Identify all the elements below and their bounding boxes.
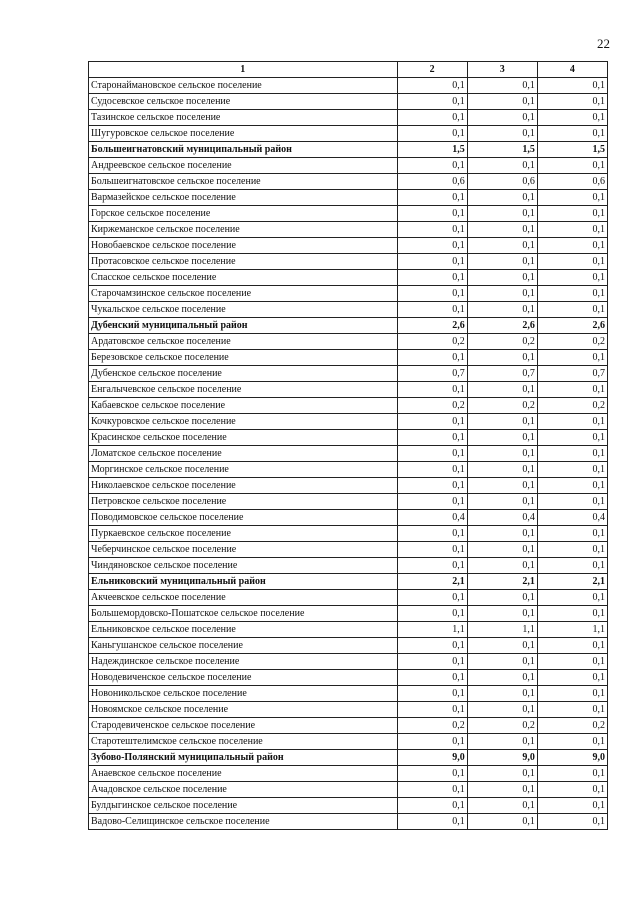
value-cell-2: 0,1 [397, 382, 467, 398]
value-cell-4: 1,1 [537, 622, 607, 638]
value-cell-4: 0,1 [537, 286, 607, 302]
value-cell-4: 0,2 [537, 334, 607, 350]
table-row [89, 654, 608, 670]
district-row [89, 318, 608, 334]
value-cell-4: 0,1 [537, 798, 607, 814]
value-cell-4: 9,0 [537, 750, 607, 766]
value-cell-3: 0,1 [467, 782, 537, 798]
table-body [89, 78, 608, 830]
value-cell-4: 0,1 [537, 670, 607, 686]
value-cell-3: 9,0 [467, 750, 537, 766]
value-cell-4: 0,1 [537, 462, 607, 478]
value-cell-4: 0,1 [537, 526, 607, 542]
table-row [89, 414, 608, 430]
name-cell: Большеигнатовское сельское поселение [89, 174, 398, 190]
value-cell-3: 2,6 [467, 318, 537, 334]
value-cell-4: 2,6 [537, 318, 607, 334]
name-cell: Красинское сельское поселение [89, 430, 398, 446]
value-cell-4: 0,1 [537, 446, 607, 462]
value-cell-2: 0,1 [397, 254, 467, 270]
value-cell-3: 0,1 [467, 558, 537, 574]
value-cell-4: 0,1 [537, 478, 607, 494]
value-cell-3: 0,1 [467, 158, 537, 174]
value-cell-3: 0,1 [467, 766, 537, 782]
value-cell-4: 0,1 [537, 158, 607, 174]
value-cell-2: 0,2 [397, 398, 467, 414]
table-row [89, 462, 608, 478]
value-cell-2: 0,1 [397, 558, 467, 574]
value-cell-3: 0,1 [467, 686, 537, 702]
value-cell-2: 0,1 [397, 606, 467, 622]
name-cell: Ельниковский муниципальный район [89, 574, 398, 590]
table-row [89, 702, 608, 718]
value-cell-4: 0,1 [537, 126, 607, 142]
value-cell-3: 0,1 [467, 526, 537, 542]
name-cell: Енгалычевское сельское поселение [89, 382, 398, 398]
value-cell-3: 0,1 [467, 670, 537, 686]
value-cell-4: 0,1 [537, 414, 607, 430]
table-row [89, 78, 608, 94]
value-cell-4: 0,1 [537, 590, 607, 606]
value-cell-4: 0,1 [537, 190, 607, 206]
district-row [89, 142, 608, 158]
value-cell-4: 0,1 [537, 270, 607, 286]
value-cell-3: 0,1 [467, 78, 537, 94]
name-cell: Киржеманское сельское поселение [89, 222, 398, 238]
name-cell: Петровское сельское поселение [89, 494, 398, 510]
value-cell-2: 2,1 [397, 574, 467, 590]
value-cell-3: 0,2 [467, 334, 537, 350]
value-cell-2: 0,1 [397, 702, 467, 718]
value-cell-3: 0,6 [467, 174, 537, 190]
table-row [89, 206, 608, 222]
table-row [89, 334, 608, 350]
value-cell-4: 0,1 [537, 494, 607, 510]
value-cell-3: 0,1 [467, 414, 537, 430]
name-cell: Старотештелимское сельское поселение [89, 734, 398, 750]
value-cell-3: 0,1 [467, 606, 537, 622]
table-row [89, 350, 608, 366]
value-cell-3: 0,1 [467, 254, 537, 270]
value-cell-3: 0,2 [467, 718, 537, 734]
value-cell-3: 0,1 [467, 190, 537, 206]
value-cell-2: 9,0 [397, 750, 467, 766]
name-cell: Акчеевское сельское поселение [89, 590, 398, 606]
name-cell: Зубово-Полянский муниципальный район [89, 750, 398, 766]
value-cell-2: 0,1 [397, 686, 467, 702]
table-row [89, 446, 608, 462]
value-cell-3: 0,2 [467, 398, 537, 414]
column-header-3: 3 [467, 62, 537, 78]
table-row [89, 622, 608, 638]
table-row [89, 158, 608, 174]
table-row [89, 94, 608, 110]
table-row [89, 238, 608, 254]
value-cell-4: 0,1 [537, 814, 607, 830]
value-cell-4: 0,1 [537, 110, 607, 126]
name-cell: Ломатское сельское поселение [89, 446, 398, 462]
value-cell-4: 0,6 [537, 174, 607, 190]
value-cell-3: 0,1 [467, 590, 537, 606]
value-cell-2: 0,1 [397, 654, 467, 670]
value-cell-2: 0,1 [397, 446, 467, 462]
name-cell: Николаевское сельское поселение [89, 478, 398, 494]
table-row [89, 510, 608, 526]
table-row [89, 110, 608, 126]
table-row [89, 270, 608, 286]
column-header-1: 1 [89, 62, 398, 78]
value-cell-2: 0,1 [397, 190, 467, 206]
name-cell: Ардатовское сельское поселение [89, 334, 398, 350]
value-cell-3: 0,1 [467, 542, 537, 558]
name-cell: Чукальское сельское поселение [89, 302, 398, 318]
column-header-4: 4 [537, 62, 607, 78]
value-cell-3: 0,1 [467, 382, 537, 398]
value-cell-4: 0,1 [537, 302, 607, 318]
value-cell-4: 0,1 [537, 558, 607, 574]
value-cell-3: 0,1 [467, 798, 537, 814]
value-cell-3: 2,1 [467, 574, 537, 590]
column-header-2: 2 [397, 62, 467, 78]
value-cell-2: 0,1 [397, 78, 467, 94]
name-cell: Горское сельское поселение [89, 206, 398, 222]
value-cell-3: 0,1 [467, 734, 537, 750]
name-cell: Новоямское сельское поселение [89, 702, 398, 718]
name-cell: Кабаевское сельское поселение [89, 398, 398, 414]
table-row [89, 126, 608, 142]
value-cell-3: 0,1 [467, 94, 537, 110]
table-row [89, 734, 608, 750]
name-cell: Спасское сельское поселение [89, 270, 398, 286]
value-cell-4: 0,1 [537, 350, 607, 366]
value-cell-3: 0,1 [467, 478, 537, 494]
table-row [89, 478, 608, 494]
value-cell-2: 0,1 [397, 414, 467, 430]
value-cell-2: 0,1 [397, 478, 467, 494]
value-cell-2: 0,1 [397, 270, 467, 286]
table-row [89, 382, 608, 398]
page-number: 22 [597, 36, 610, 51]
value-cell-3: 0,1 [467, 350, 537, 366]
value-cell-4: 0,4 [537, 510, 607, 526]
table-row [89, 686, 608, 702]
name-cell: Булдыгинское сельское поселение [89, 798, 398, 814]
name-cell: Андреевское сельское поселение [89, 158, 398, 174]
table-row [89, 542, 608, 558]
value-cell-4: 0,1 [537, 206, 607, 222]
name-cell: Анаевское сельское поселение [89, 766, 398, 782]
value-cell-2: 0,2 [397, 718, 467, 734]
value-cell-2: 0,7 [397, 366, 467, 382]
name-cell: Вармазейское сельское поселение [89, 190, 398, 206]
name-cell: Протасовское сельское поселение [89, 254, 398, 270]
value-cell-2: 0,1 [397, 158, 467, 174]
value-cell-2: 0,1 [397, 526, 467, 542]
value-cell-4: 0,1 [537, 606, 607, 622]
name-cell: Новобаевское сельское поселение [89, 238, 398, 254]
value-cell-2: 0,4 [397, 510, 467, 526]
value-cell-2: 0,1 [397, 766, 467, 782]
value-cell-2: 0,1 [397, 494, 467, 510]
district-row [89, 574, 608, 590]
name-cell: Дубенский муниципальный район [89, 318, 398, 334]
table-row [89, 590, 608, 606]
name-cell: Моргинское сельское поселение [89, 462, 398, 478]
value-cell-4: 0,1 [537, 782, 607, 798]
name-cell: Надеждинское сельское поселение [89, 654, 398, 670]
value-cell-2: 2,6 [397, 318, 467, 334]
name-cell: Стародевиченское сельское поселение [89, 718, 398, 734]
value-cell-3: 0,1 [467, 222, 537, 238]
value-cell-2: 0,1 [397, 126, 467, 142]
district-row [89, 750, 608, 766]
name-cell: Судосевское сельское поселение [89, 94, 398, 110]
name-cell: Новоникольское сельское поселение [89, 686, 398, 702]
value-cell-3: 0,1 [467, 302, 537, 318]
allocation-table [88, 61, 608, 830]
value-cell-2: 0,1 [397, 286, 467, 302]
value-cell-3: 0,1 [467, 270, 537, 286]
value-cell-2: 0,1 [397, 238, 467, 254]
value-cell-3: 0,1 [467, 638, 537, 654]
value-cell-4: 0,1 [537, 686, 607, 702]
value-cell-3: 0,7 [467, 366, 537, 382]
value-cell-2: 0,6 [397, 174, 467, 190]
table-row [89, 798, 608, 814]
table-row [89, 254, 608, 270]
name-cell: Березовское сельское поселение [89, 350, 398, 366]
name-cell: Ачадовское сельское поселение [89, 782, 398, 798]
name-cell: Шугуровское сельское поселение [89, 126, 398, 142]
name-cell: Чиндяновское сельское поселение [89, 558, 398, 574]
name-cell: Ельниковское сельское поселение [89, 622, 398, 638]
name-cell: Вадово-Селищинское сельское поселение [89, 814, 398, 830]
value-cell-3: 0,1 [467, 814, 537, 830]
table-row [89, 222, 608, 238]
table-row [89, 670, 608, 686]
value-cell-3: 0,1 [467, 462, 537, 478]
value-cell-4: 0,1 [537, 94, 607, 110]
table-row [89, 286, 608, 302]
value-cell-2: 0,1 [397, 638, 467, 654]
value-cell-4: 0,1 [537, 734, 607, 750]
value-cell-3: 0,1 [467, 654, 537, 670]
table-row [89, 782, 608, 798]
value-cell-4: 1,5 [537, 142, 607, 158]
value-cell-2: 1,5 [397, 142, 467, 158]
value-cell-4: 2,1 [537, 574, 607, 590]
value-cell-2: 0,1 [397, 462, 467, 478]
value-cell-2: 1,1 [397, 622, 467, 638]
name-cell: Новодевиченское сельское поселение [89, 670, 398, 686]
value-cell-2: 0,2 [397, 334, 467, 350]
value-cell-4: 0,1 [537, 238, 607, 254]
name-cell: Каньгушанское сельское поселение [89, 638, 398, 654]
name-cell: Старонаймановское сельское поселение [89, 78, 398, 94]
value-cell-4: 0,7 [537, 366, 607, 382]
name-cell: Большеигнатовский муниципальный район [89, 142, 398, 158]
value-cell-2: 0,1 [397, 430, 467, 446]
value-cell-2: 0,1 [397, 206, 467, 222]
table-row [89, 814, 608, 830]
value-cell-2: 0,1 [397, 94, 467, 110]
table-row [89, 718, 608, 734]
value-cell-4: 0,1 [537, 254, 607, 270]
value-cell-3: 0,1 [467, 126, 537, 142]
table-row [89, 190, 608, 206]
value-cell-4: 0,1 [537, 542, 607, 558]
value-cell-3: 0,1 [467, 494, 537, 510]
value-cell-2: 0,1 [397, 590, 467, 606]
value-cell-4: 0,1 [537, 638, 607, 654]
value-cell-2: 0,1 [397, 542, 467, 558]
table-row [89, 366, 608, 382]
table-row [89, 430, 608, 446]
name-cell: Чеберчинское сельское поселение [89, 542, 398, 558]
value-cell-4: 0,1 [537, 702, 607, 718]
table-row [89, 398, 608, 414]
value-cell-3: 1,5 [467, 142, 537, 158]
value-cell-2: 0,1 [397, 222, 467, 238]
value-cell-2: 0,1 [397, 734, 467, 750]
table-row [89, 766, 608, 782]
value-cell-3: 0,1 [467, 702, 537, 718]
table-row [89, 526, 608, 542]
value-cell-4: 0,2 [537, 718, 607, 734]
value-cell-3: 0,4 [467, 510, 537, 526]
value-cell-2: 0,1 [397, 782, 467, 798]
name-cell: Тазинское сельское поселение [89, 110, 398, 126]
table-row [89, 558, 608, 574]
table-row [89, 494, 608, 510]
value-cell-4: 0,2 [537, 398, 607, 414]
value-cell-2: 0,1 [397, 798, 467, 814]
name-cell: Большемордовско-Пошатское сельское поселение [89, 606, 398, 622]
value-cell-4: 0,1 [537, 654, 607, 670]
value-cell-3: 0,1 [467, 430, 537, 446]
value-cell-3: 0,1 [467, 446, 537, 462]
value-cell-3: 0,1 [467, 238, 537, 254]
value-cell-2: 0,1 [397, 110, 467, 126]
value-cell-3: 0,1 [467, 110, 537, 126]
value-cell-3: 1,1 [467, 622, 537, 638]
table-row [89, 606, 608, 622]
name-cell: Старочамзинское сельское поселение [89, 286, 398, 302]
value-cell-3: 0,1 [467, 286, 537, 302]
value-cell-2: 0,1 [397, 350, 467, 366]
value-cell-2: 0,1 [397, 670, 467, 686]
name-cell: Поводимовское сельское поселение [89, 510, 398, 526]
value-cell-4: 0,1 [537, 78, 607, 94]
table-row [89, 302, 608, 318]
name-cell: Пуркаевское сельское поселение [89, 526, 398, 542]
name-cell: Дубенское сельское поселение [89, 366, 398, 382]
name-cell: Кочкуровское сельское поселение [89, 414, 398, 430]
value-cell-4: 0,1 [537, 430, 607, 446]
value-cell-2: 0,1 [397, 302, 467, 318]
value-cell-3: 0,1 [467, 206, 537, 222]
value-cell-4: 0,1 [537, 222, 607, 238]
table-row [89, 174, 608, 190]
value-cell-4: 0,1 [537, 382, 607, 398]
value-cell-2: 0,1 [397, 814, 467, 830]
table-row [89, 638, 608, 654]
table-header-row [89, 62, 608, 78]
value-cell-4: 0,1 [537, 766, 607, 782]
